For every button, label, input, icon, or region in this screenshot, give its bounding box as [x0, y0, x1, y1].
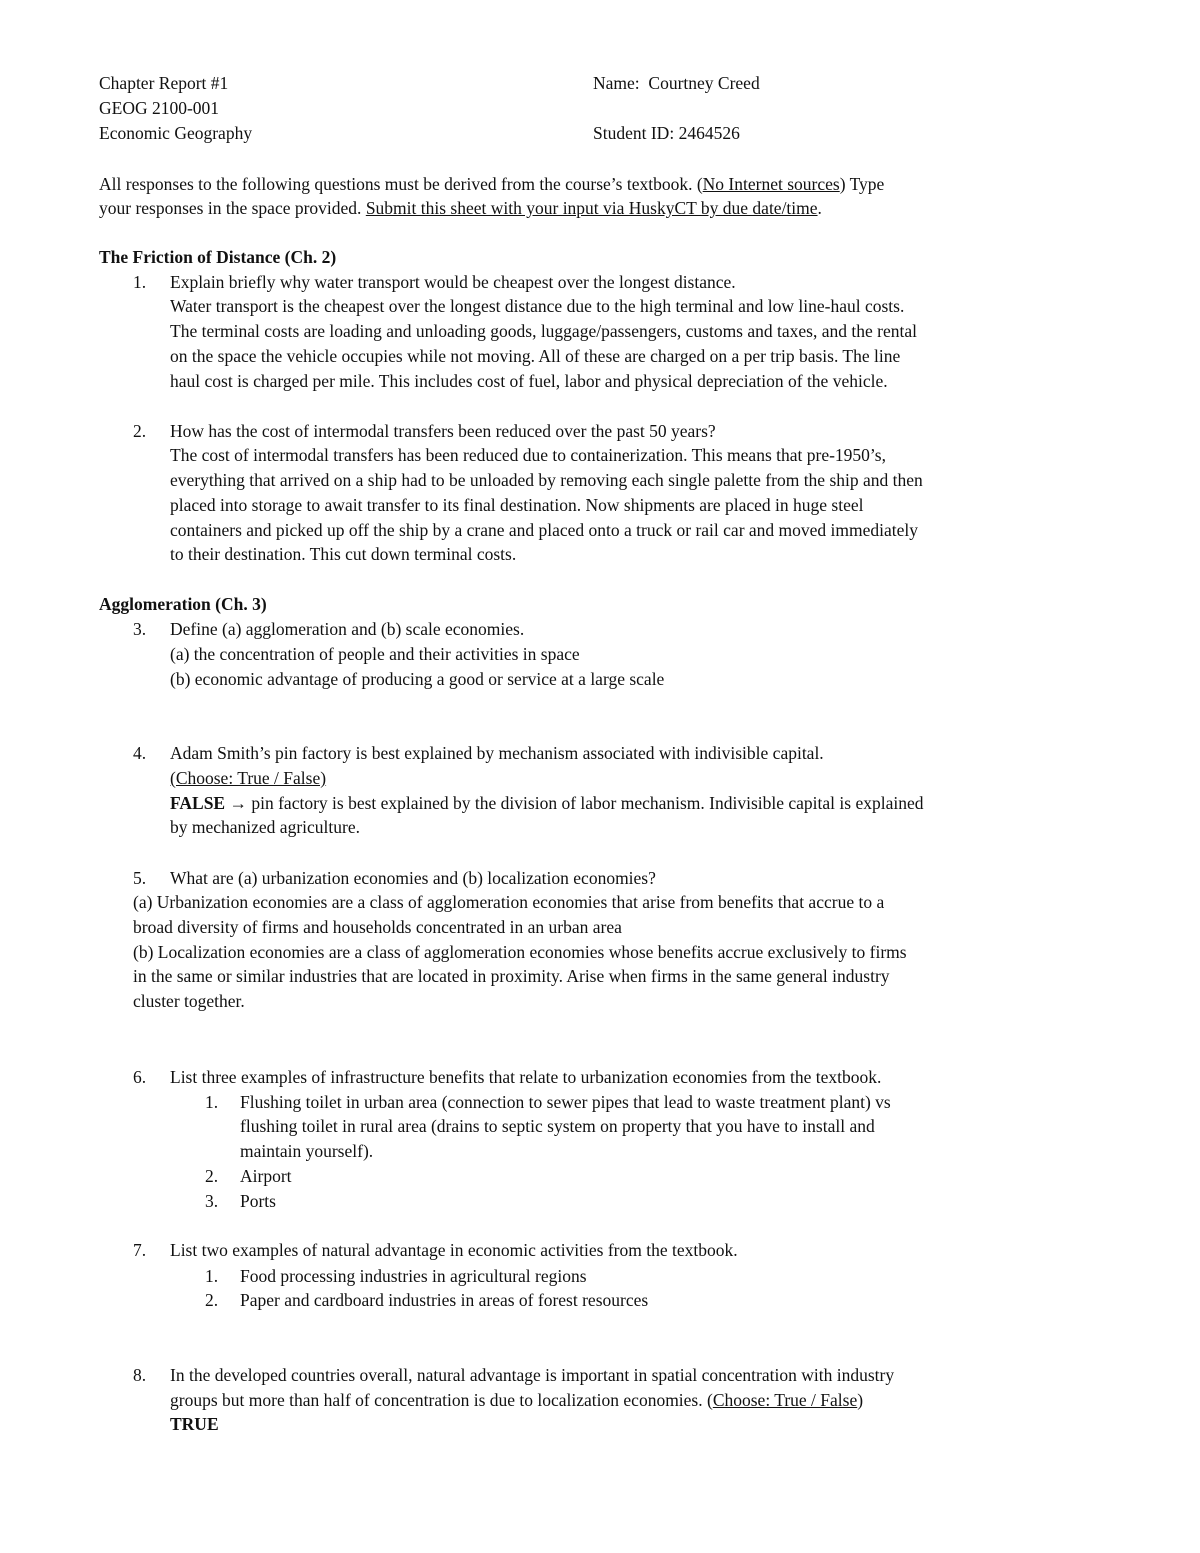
question-fragment: groups but more than half of concentration is due to localization economies. (: [170, 1390, 713, 1410]
choose-prompt: (Choose: True / False): [170, 768, 327, 788]
intro-text: ) Type: [839, 174, 885, 194]
question-number: 3.: [133, 619, 147, 639]
question-text: Explain briefly why water transport would be cheapest over the longest distance.: [170, 272, 736, 292]
section-heading: The Friction of Distance (Ch. 2): [99, 247, 337, 267]
intro-line-2: [99, 196, 822, 220]
question-text: [170, 1388, 863, 1412]
list-item: flushing toilet in rural area (drains to septic system on property that you have to install and: [240, 1116, 875, 1136]
intro-text: All responses to the following questions must be derived from the course’s textbook. (: [99, 174, 703, 194]
question-text: List three examples of infrastructure benefits that relate to urbanization economies from the textbook.: [170, 1067, 882, 1087]
question-number: 4.: [133, 743, 147, 763]
answer-line: (b) economic advantage of producing a good or service at a large scale: [170, 669, 665, 689]
question-number: 6.: [133, 1067, 147, 1087]
student-id-value: 2464526: [678, 123, 740, 143]
question-text: Adam Smith’s pin factory is best explained by mechanism associated with indivisible capital.: [170, 743, 824, 763]
answer-line: (b) Localization economies are a class of agglomeration economies whose benefits accrue exclusively to firms: [133, 942, 907, 962]
list-item: Flushing toilet in urban area (connection to sewer pipes that lead to waste treatment plant) vs: [240, 1092, 891, 1112]
report-title: Chapter Report #1: [99, 73, 229, 93]
intro-line-1: [99, 172, 884, 196]
answer-line: everything that arrived on a ship had to be unloaded by removing each single palette from the ship and then: [170, 470, 923, 490]
student-id-label: Student ID:: [593, 123, 675, 143]
course-subject: Economic Geography: [99, 123, 253, 143]
answer-line: The cost of intermodal transfers has been reduced due to containerization. This means that pre-1950’s,: [170, 445, 886, 465]
answer-line: by mechanized agriculture.: [170, 817, 360, 837]
list-number: 3.: [205, 1191, 219, 1211]
question-text: How has the cost of intermodal transfers been reduced over the past 50 years?: [170, 421, 716, 441]
list-number: 2.: [205, 1166, 219, 1186]
answer-line: to their destination. This cut down terminal costs.: [170, 544, 517, 564]
answer-text: pin factory is best explained by the division of labor mechanism. Indivisible capital is explained: [246, 793, 924, 813]
question-number: 7.: [133, 1240, 147, 1260]
intro-text: your responses in the space provided.: [99, 198, 362, 218]
answer-line: [170, 791, 924, 815]
question-number: 1.: [133, 272, 147, 292]
intro-text: .: [817, 198, 822, 218]
student-id-field: [593, 121, 740, 145]
answer-line: cluster together.: [133, 991, 245, 1011]
answer-line: containers and picked up off the ship by a crane and placed onto a truck or rail car and moved immediately: [170, 520, 919, 540]
answer-line: The terminal costs are loading and unloading goods, luggage/passengers, customs and taxes, and the rental: [170, 321, 917, 341]
name-field: [593, 71, 760, 95]
choose-prompt: Choose: True / False: [712, 1390, 858, 1410]
course-code: GEOG 2100-001: [99, 98, 220, 118]
list-number: 1.: [205, 1092, 219, 1112]
question-number: 8.: [133, 1365, 147, 1385]
arrow-icon: →: [229, 793, 247, 813]
answer-bold: TRUE: [170, 1414, 219, 1434]
question-fragment: ): [857, 1390, 864, 1410]
list-item: Food processing industries in agricultural regions: [240, 1266, 587, 1286]
question-text: What are (a) urbanization economies and (b) localization economies?: [170, 868, 656, 888]
question-text: In the developed countries overall, natural advantage is important in spatial concentration with industry: [170, 1365, 895, 1385]
list-item: Paper and cardboard industries in areas of forest resources: [240, 1290, 649, 1310]
answer-line: broad diversity of firms and households concentrated in an urban area: [133, 917, 622, 937]
question-number: 5.: [133, 868, 147, 888]
list-number: 2.: [205, 1290, 219, 1310]
answer-line: (a) the concentration of people and their activities in space: [170, 644, 580, 664]
section-heading: Agglomeration (Ch. 3): [99, 594, 267, 614]
answer-line: placed into storage to await transfer to its final destination. Now shipments are placed in huge steel: [170, 495, 864, 515]
list-item: Ports: [240, 1191, 276, 1211]
question-text: Define (a) agglomeration and (b) scale economies.: [170, 619, 525, 639]
name-value: Courtney Creed: [648, 73, 760, 93]
name-label: Name:: [593, 73, 640, 93]
list-number: 1.: [205, 1266, 219, 1286]
list-item: maintain yourself).: [240, 1141, 374, 1161]
intro-underline: Submit this sheet with your input via HuskyCT by due date/time: [365, 198, 818, 218]
answer-bold: FALSE: [170, 793, 226, 813]
answer-line: (a) Urbanization economies are a class of agglomeration economies that arise from benefits that accrue to a: [133, 892, 885, 912]
intro-underline: No Internet sources: [702, 174, 840, 194]
answer-line: on the space the vehicle occupies while not moving. All of these are charged on a per trip basis. The line: [170, 346, 901, 366]
answer-line: haul cost is charged per mile. This includes cost of fuel, labor and physical depreciation of the vehicle.: [170, 371, 888, 391]
list-item: Airport: [240, 1166, 292, 1186]
question-number: 2.: [133, 421, 147, 441]
answer-line: Water transport is the cheapest over the longest distance due to the high terminal and low line-haul costs.: [170, 296, 905, 316]
question-text: List two examples of natural advantage in economic activities from the textbook.: [170, 1240, 738, 1260]
answer-line: in the same or similar industries that are located in proximity. Arise when firms in the same general industry: [133, 966, 890, 986]
